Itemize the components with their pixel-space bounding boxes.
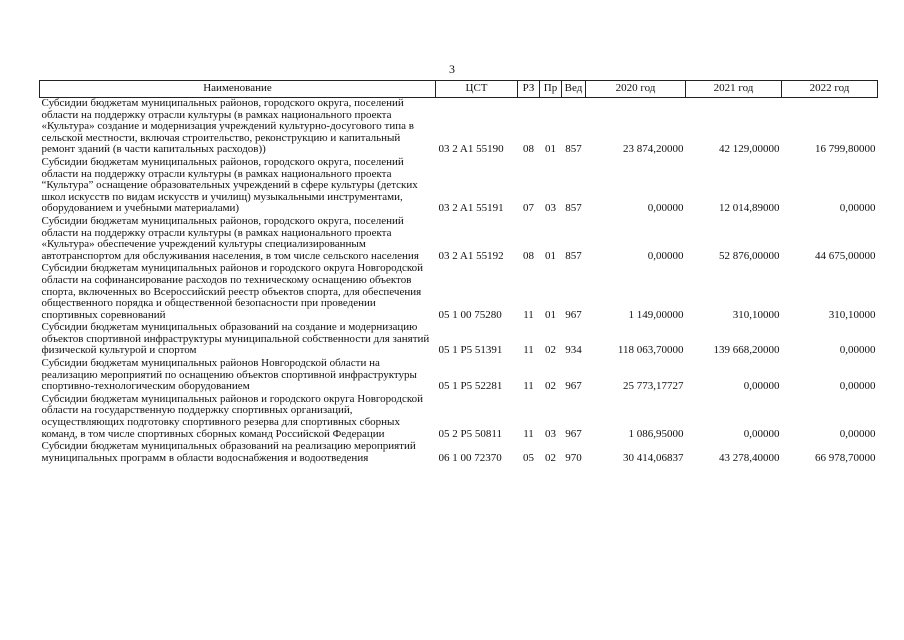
row-name: Субсидии бюджетам муниципальных районов и городского округа Новгородской области на софинансирование расходов по техническому оснащению объектов спорта, включенных во Всероссийский реестр объектов спорта, для обеспечения общественного порядка и общественной безопасности при проведении спортивных соревнований	[41, 262, 423, 321]
row-rz: 08	[523, 143, 534, 156]
row-pr: 01	[545, 308, 556, 321]
table-row	[40, 98, 878, 157]
row-name: Субсидии бюджетам муниципальных районов, городского округа, поселений области на поддержку отрасли культуры (в рамках национального проекта “Культура” оснащение образовательных учреждений в сфере культуры (детских школ искусств по видам искусств и училищ) музыкальными инструментами, оборудованием и учебными материалами)	[41, 155, 418, 215]
row-2022: 16 799,80000	[815, 143, 876, 156]
row-2020: 25 773,17727	[623, 380, 684, 393]
row-2020: 1 149,00000	[628, 308, 684, 321]
table-row	[40, 157, 878, 216]
row-name: Субсидии бюджетам муниципальных районов, городского округа, поселений области на поддержку отрасли культуры (в рамках национального проекта «Культура» создание и модернизация учреждений культурно-досугового типа в сельской местности, включая строительство, реконструкцию и капитальный ремонт зданий (в части капитальных расходов))	[41, 97, 414, 156]
row-cst: 05 2 P5 50811	[438, 427, 502, 440]
row-2022: 0,00000	[839, 344, 876, 357]
row-2020: 23 874,20000	[623, 143, 684, 156]
row-cst: 05 1 P5 51391	[438, 344, 503, 357]
budget-table	[39, 80, 878, 465]
table-row	[40, 441, 878, 465]
row-2020: 118 063,70000	[617, 344, 684, 357]
row-ved: 857	[565, 202, 582, 215]
row-cst: 03 2 A1 55192	[438, 249, 504, 262]
table-row	[40, 263, 878, 322]
row-2021: 43 278,40000	[719, 451, 780, 464]
header-rz: РЗ	[518, 81, 540, 98]
row-ved: 970	[565, 451, 582, 464]
row-ved: 967	[565, 380, 582, 393]
table-row	[40, 394, 878, 441]
row-2021: 52 876,00000	[719, 249, 780, 262]
table-row	[40, 322, 878, 358]
page-number: 3	[449, 62, 455, 76]
row-ved: 934	[565, 344, 582, 357]
header-2022: 2022 год	[782, 81, 878, 98]
row-cst: 05 1 00 75280	[438, 308, 502, 321]
row-2020: 0,00000	[647, 202, 684, 215]
row-rz: 11	[523, 344, 534, 357]
table-row	[40, 216, 878, 263]
row-ved: 967	[565, 308, 582, 321]
row-2020: 30 414,06837	[623, 451, 684, 464]
row-2022: 0,00000	[839, 427, 876, 440]
header-name: Наименование	[40, 81, 436, 98]
row-pr: 02	[545, 344, 556, 357]
header-2020: 2020 год	[586, 81, 686, 98]
row-rz: 05	[523, 451, 534, 464]
row-2021: 42 129,00000	[719, 143, 780, 156]
row-pr: 01	[545, 249, 556, 262]
table-row	[40, 358, 878, 394]
header-cst: ЦСТ	[436, 81, 518, 98]
row-name: Субсидии бюджетам муниципальных образований на создание и модернизацию объектов спортивной инфраструктуры муниципальной собственности для занятий физической культурой и спортом	[41, 321, 430, 357]
row-2022: 66 978,70000	[815, 451, 876, 464]
row-2022: 0,00000	[839, 202, 876, 215]
header-pr: Пр	[540, 81, 562, 98]
row-name: Субсидии бюджетам муниципальных районов, городского округа, поселений области на поддержку отрасли культуры (в рамках национального проекта «Культура» обеспечение учреждений культуры специализированным автотранспортом для обслуживания населения, в том числе сельского населения	[41, 214, 419, 262]
row-ved: 967	[565, 427, 582, 440]
header-2021: 2021 год	[686, 81, 782, 98]
row-rz: 08	[523, 249, 534, 262]
row-cst: 03 2 A1 55191	[438, 202, 504, 215]
row-2022: 44 675,00000	[815, 249, 876, 262]
row-rz: 11	[523, 380, 534, 393]
row-2022: 310,10000	[828, 308, 876, 321]
row-ved: 857	[565, 249, 582, 262]
row-cst: 06 1 00 72370	[438, 451, 502, 464]
row-rz: 07	[523, 202, 534, 215]
row-pr: 02	[545, 451, 556, 464]
row-name: Субсидии бюджетам муниципальных районов и городского округа Новгородской области на государственную поддержку спортивных организаций, осуществляющих подготовку спортивного резерва для спортивных сборных команд, в том числе спортивных сборных команд Российской Федерации	[41, 392, 423, 440]
row-name: Субсидии бюджетам муниципальных районов Новгородской области на реализацию мероприятий по оснащению объектов спортивной инфраструктуры спортивно-технологическим оборудованием	[41, 357, 417, 393]
row-2021: 0,00000	[743, 380, 780, 393]
row-pr: 03	[545, 427, 556, 440]
row-2020: 1 086,95000	[628, 427, 684, 440]
row-rz: 11	[523, 427, 534, 440]
row-name: Субсидии бюджетам муниципальных образований на реализацию мероприятий муниципальных программ в области водоснабжения и водоотведения	[41, 440, 416, 464]
row-rz: 11	[523, 308, 534, 321]
row-2021: 0,00000	[743, 427, 780, 440]
row-ved: 857	[565, 143, 582, 156]
row-cst: 03 2 A1 55190	[438, 143, 504, 156]
row-2021: 310,10000	[732, 308, 780, 321]
table-header-row	[40, 81, 878, 98]
row-pr: 03	[545, 202, 556, 215]
row-2021: 139 668,20000	[713, 344, 780, 357]
row-pr: 01	[545, 143, 556, 156]
header-ved: Вед	[562, 81, 586, 98]
row-2022: 0,00000	[839, 380, 876, 393]
row-pr: 02	[545, 380, 556, 393]
row-2021: 12 014,89000	[719, 202, 780, 215]
row-cst: 05 1 P5 52281	[438, 380, 503, 393]
row-2020: 0,00000	[647, 249, 684, 262]
